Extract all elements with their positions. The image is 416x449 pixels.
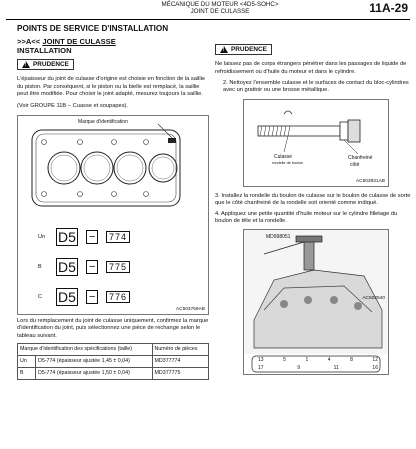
tighten-sequence-top <box>258 357 378 363</box>
code-prefix: D5 <box>58 258 76 275</box>
code-suffix: 774 <box>106 231 130 243</box>
code-dash: − <box>86 230 98 244</box>
sequence-number: 17 <box>258 365 264 372</box>
table-row <box>18 368 209 380</box>
figure-caption: AC503769AB <box>175 306 205 312</box>
table-cell: B <box>18 368 36 380</box>
warning-icon <box>220 46 228 53</box>
table-cell: Un <box>18 356 36 368</box>
table-header-row <box>18 344 209 356</box>
code-row <box>38 288 198 308</box>
row-label: Un <box>38 233 46 240</box>
label-cylinder-head: Culasse <box>274 153 293 160</box>
sequence-number: 16 <box>372 365 378 372</box>
step-4: 4. Appliquez une petite quantité d'huile moteur sur le cylindre filletage du boulon de tête et la rondelle. <box>215 210 398 225</box>
label-chamfered: Chanfreiné <box>348 154 373 161</box>
table-header-cell: Numéro de pièces <box>152 344 208 356</box>
sequence-number: 5 <box>283 357 286 364</box>
tighten-sequence-bottom <box>258 365 378 371</box>
code-row <box>38 228 198 248</box>
label-side: côté <box>350 161 360 168</box>
sequence-number: 11 <box>333 365 339 372</box>
page-header <box>0 0 416 20</box>
row-label: C <box>38 293 42 300</box>
subsection-prefix: >>A<< <box>17 37 43 46</box>
tool-label: MD998051 <box>266 234 291 241</box>
code-prefix: D5 <box>58 228 76 245</box>
sequence-number: 1 <box>305 357 309 364</box>
step-2: 2. Nettoyez l'ensemble culasse et le surfaces de contact du bloc-cylindres avec un grattoir ou une brosse métallique. <box>223 80 409 94</box>
bolt-illustration <box>244 100 388 186</box>
caution-label: PRUDENCE <box>33 61 69 69</box>
gasket-figure <box>17 115 209 315</box>
subsection-suffix: INSTALLATION <box>17 46 72 56</box>
table-header-cell: Marque d'identification des spécifications (taille) <box>18 344 153 356</box>
left-column <box>17 24 209 380</box>
header-rule <box>6 19 410 20</box>
code-prefix: D5 <box>58 288 76 305</box>
code-suffix: 776 <box>106 291 130 303</box>
code-suffix: 775 <box>106 261 130 273</box>
identification-mark-callout: Marque d'identification <box>78 118 128 125</box>
figure-caption: AC502540 <box>362 296 385 302</box>
label-bolt-washer: rondelle de boulon <box>272 160 304 165</box>
caution-label: PRUDENCE <box>231 46 267 53</box>
header-center <box>120 1 320 16</box>
parts-table <box>17 343 209 379</box>
reference-text: (Voir GROUPE 11B − Cuasse et soupapes). <box>17 102 129 109</box>
sequence-number: 12 <box>372 357 378 364</box>
page-number: 11A-29 <box>369 1 408 15</box>
row-label: B <box>38 263 42 270</box>
gasket-illustration <box>18 116 208 314</box>
head-bolt-figure <box>243 229 389 375</box>
right-column <box>215 40 411 375</box>
caution-paragraph: Ne laissez pas de corps étrangers pénétrer dans les passages de liquide de refroidissement ou d'huile du moteur et dans le cylindre. <box>215 61 407 75</box>
table-cell: D5-774 (épaisseur ajustée 1,50 ± 0,04) <box>36 368 153 380</box>
subsection-title <box>17 37 209 46</box>
header-line1: MÉCANIQUE DU MOTEUR <4D5-SOHC> <box>161 1 279 8</box>
table-cell: MD377775 <box>152 368 208 380</box>
replacement-paragraph: Lors du remplacement du joint de culasse uniquement, confirmez la marque d'identification du joint, puis sélectionnez une pièce de rechange selon le tableau suivant. <box>17 317 209 339</box>
engine-illustration <box>244 230 388 374</box>
table-cell: MD377774 <box>152 356 208 368</box>
warning-icon <box>22 61 30 68</box>
bolt-figure <box>243 99 389 187</box>
code-dash: − <box>86 290 98 304</box>
figure-caption: AC503931AB <box>355 178 385 184</box>
step-3: 3. Installez la rondelle du boulon de culasse sur le boulon de culasse de sorte que le côté chanfreiné de la rondelle soit orienté comme indiqué. <box>215 192 411 207</box>
section-title: POINTS DE SERVICE D'INSTALLATION <box>17 24 169 33</box>
sequence-number: 8 <box>350 357 353 364</box>
header-line2: JOINT DE CULASSE <box>190 8 250 16</box>
caution-paragraph: L'épaisseur du joint de culasse d'origine est choisie en fonction de la saillie du piston. Par conséquent, si le piston ou la bielle est remplacé, la saillie peut être modifiée. Pour choisir le joint adapté, mesurez toujours la saillie. <box>17 76 206 98</box>
table-row <box>18 356 209 368</box>
caution-box <box>17 59 74 70</box>
code-row <box>38 258 198 278</box>
subsection-underlined: JOINT DE CULASSE <box>42 37 116 46</box>
sequence-number: 13 <box>258 357 264 364</box>
sequence-number: 9 <box>297 365 300 372</box>
table-cell: D5-774 (épaisseur ajustée 1,45 ± 0,04) <box>36 356 153 368</box>
caution-box <box>215 44 272 55</box>
code-dash: − <box>86 260 98 274</box>
sequence-number: 4 <box>327 357 331 364</box>
